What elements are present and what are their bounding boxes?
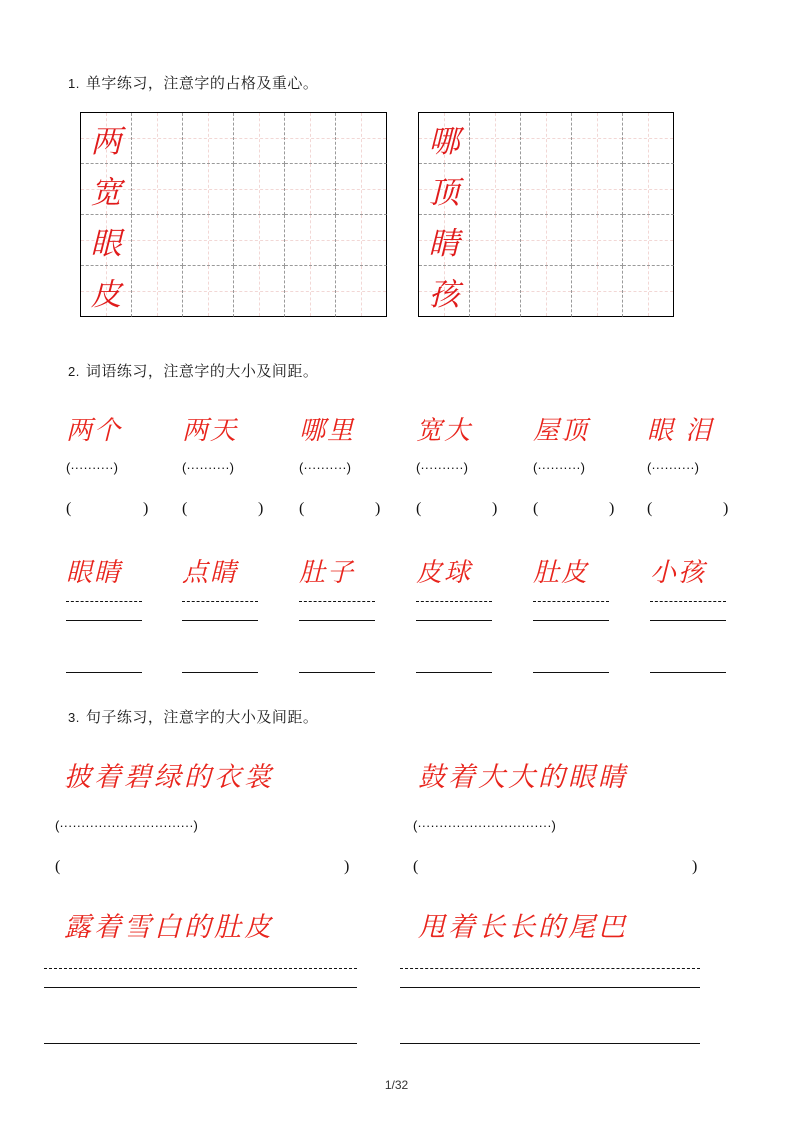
word-baseline xyxy=(533,620,609,621)
section-1-number: 1. xyxy=(68,76,80,91)
grid-cell[interactable] xyxy=(336,266,387,317)
grid-cell[interactable] xyxy=(521,266,572,317)
cell-horizontal-guide xyxy=(132,138,182,139)
grid-column xyxy=(521,113,572,317)
cell-horizontal-guide xyxy=(285,138,335,139)
word-baseline xyxy=(416,620,492,621)
word-guideline xyxy=(182,601,258,602)
word-item: 小孩 xyxy=(650,558,707,588)
grid-column xyxy=(572,113,623,317)
word-blank-open: ( xyxy=(66,500,72,517)
grid-cell[interactable] xyxy=(81,266,132,317)
word-baseline xyxy=(650,620,726,621)
grid-cell[interactable] xyxy=(234,215,285,266)
section-3-number: 3. xyxy=(68,710,80,725)
word-baseline xyxy=(66,620,142,621)
cell-horizontal-guide xyxy=(572,291,622,292)
sentence-guideline xyxy=(400,968,700,969)
model-character: 宽 xyxy=(90,174,122,211)
sentence-item: 鼓着大大的眼睛 xyxy=(418,762,628,793)
cell-horizontal-guide xyxy=(285,240,335,241)
word-item: 眼 泪 xyxy=(647,416,714,446)
cell-horizontal-guide xyxy=(336,240,386,241)
cell-horizontal-guide xyxy=(285,291,335,292)
word-blank-open: ( xyxy=(416,500,422,517)
section-3-title: 句子练习，注意字的大小及间距。 xyxy=(85,709,319,726)
cell-horizontal-guide xyxy=(183,291,233,292)
grid-cell[interactable] xyxy=(81,164,132,215)
word-blank-open: ( xyxy=(647,500,653,517)
word-item: 点睛 xyxy=(182,558,239,588)
grid-column xyxy=(419,113,470,317)
grid-cell[interactable] xyxy=(623,113,674,164)
grid-column xyxy=(132,113,183,317)
grid-cell[interactable] xyxy=(521,164,572,215)
word-blank-baseline xyxy=(299,672,375,673)
character-grid-right xyxy=(418,112,674,317)
word-guideline xyxy=(533,601,609,602)
grid-cell[interactable] xyxy=(132,113,183,164)
grid-cell[interactable] xyxy=(132,215,183,266)
word-blank-baseline xyxy=(650,672,726,673)
sentence-blank-baseline xyxy=(400,1043,700,1044)
word-blank-close: ) xyxy=(258,500,264,517)
grid-cell[interactable] xyxy=(234,113,285,164)
grid-cell[interactable] xyxy=(336,215,387,266)
cell-horizontal-guide xyxy=(336,138,386,139)
grid-column xyxy=(623,113,674,317)
word-dotted-guide: (··········) xyxy=(416,460,468,475)
grid-cell[interactable] xyxy=(336,113,387,164)
cell-horizontal-guide xyxy=(234,189,284,190)
cell-horizontal-guide xyxy=(132,189,182,190)
grid-cell[interactable] xyxy=(623,266,674,317)
grid-cell[interactable] xyxy=(132,266,183,317)
word-blank-open: ( xyxy=(299,500,305,517)
grid-cell[interactable] xyxy=(521,215,572,266)
word-baseline xyxy=(182,620,258,621)
cell-horizontal-guide xyxy=(521,138,571,139)
cell-horizontal-guide xyxy=(234,291,284,292)
cell-horizontal-guide xyxy=(183,240,233,241)
cell-horizontal-guide xyxy=(336,189,386,190)
grid-cell[interactable] xyxy=(234,164,285,215)
word-dotted-guide: (··········) xyxy=(299,460,351,475)
word-dotted-guide: (··········) xyxy=(647,460,699,475)
grid-column xyxy=(285,113,336,317)
grid-column xyxy=(234,113,285,317)
grid-cell[interactable] xyxy=(470,164,521,215)
cell-horizontal-guide xyxy=(572,138,622,139)
word-item: 肚子 xyxy=(299,558,356,588)
cell-horizontal-guide xyxy=(132,240,182,241)
word-item: 哪里 xyxy=(299,416,356,446)
cell-horizontal-guide xyxy=(572,189,622,190)
word-item: 屋顶 xyxy=(533,416,590,446)
cell-horizontal-guide xyxy=(183,138,233,139)
sentence-blank-close: ) xyxy=(344,858,350,875)
word-dotted-guide: (··········) xyxy=(182,460,234,475)
sentence-dotted-guide: (·······························) xyxy=(413,818,556,833)
grid-cell[interactable] xyxy=(234,266,285,317)
word-blank-close: ) xyxy=(492,500,498,517)
model-character: 睛 xyxy=(428,225,460,262)
grid-cell[interactable] xyxy=(132,164,183,215)
cell-horizontal-guide xyxy=(183,189,233,190)
grid-cell[interactable] xyxy=(419,113,470,164)
sentence-item: 甩着长长的尾巴 xyxy=(418,912,628,943)
word-blank-baseline xyxy=(66,672,142,673)
word-item: 眼睛 xyxy=(66,558,123,588)
sentence-baseline xyxy=(400,987,700,988)
word-item: 两个 xyxy=(66,416,123,446)
sentence-blank-open: ( xyxy=(55,858,61,875)
word-guideline xyxy=(66,601,142,602)
sentence-baseline xyxy=(44,987,357,988)
sentence-item: 披着碧绿的衣裳 xyxy=(64,762,274,793)
model-character: 哪 xyxy=(428,123,460,160)
model-character: 顶 xyxy=(428,174,460,211)
grid-cell[interactable] xyxy=(572,113,623,164)
cell-horizontal-guide xyxy=(623,291,673,292)
word-guideline xyxy=(299,601,375,602)
cell-horizontal-guide xyxy=(234,138,284,139)
model-character: 两 xyxy=(90,123,122,160)
grid-cell[interactable] xyxy=(419,215,470,266)
grid-cell[interactable] xyxy=(572,266,623,317)
word-blank-close: ) xyxy=(143,500,149,517)
sentence-item: 露着雪白的肚皮 xyxy=(64,912,274,943)
sentence-guideline xyxy=(44,968,357,969)
word-blank-baseline xyxy=(533,672,609,673)
section-1-title: 单字练习，注意字的占格及重心。 xyxy=(85,75,319,92)
word-dotted-guide: (··········) xyxy=(533,460,585,475)
model-character: 眼 xyxy=(90,225,122,262)
grid-cell[interactable] xyxy=(572,164,623,215)
grid-cell[interactable] xyxy=(183,113,234,164)
word-blank-close: ) xyxy=(609,500,615,517)
sentence-blank-close: ) xyxy=(692,858,698,875)
section-2-title: 词语练习，注意字的大小及间距。 xyxy=(85,363,319,380)
cell-horizontal-guide xyxy=(132,291,182,292)
grid-cell[interactable] xyxy=(336,164,387,215)
word-item: 两天 xyxy=(182,416,239,446)
grid-cell[interactable] xyxy=(81,113,132,164)
word-item: 皮球 xyxy=(416,558,473,588)
word-blank-open: ( xyxy=(182,500,188,517)
section-2-heading xyxy=(68,360,318,381)
character-grid-left xyxy=(80,112,387,317)
word-dotted-guide: (··········) xyxy=(66,460,118,475)
grid-cell[interactable] xyxy=(623,164,674,215)
word-blank-close: ) xyxy=(375,500,381,517)
grid-cell[interactable] xyxy=(521,113,572,164)
cell-horizontal-guide xyxy=(521,240,571,241)
page-number: 1/32 xyxy=(384,1078,409,1092)
grid-cell[interactable] xyxy=(470,215,521,266)
word-guideline xyxy=(650,601,726,602)
sentence-blank-baseline xyxy=(44,1043,357,1044)
cell-horizontal-guide xyxy=(623,138,673,139)
grid-cell[interactable] xyxy=(81,215,132,266)
word-item: 宽大 xyxy=(416,416,473,446)
grid-cell[interactable] xyxy=(285,113,336,164)
grid-column xyxy=(183,113,234,317)
cell-horizontal-guide xyxy=(234,240,284,241)
word-guideline xyxy=(416,601,492,602)
word-item: 肚皮 xyxy=(533,558,590,588)
cell-horizontal-guide xyxy=(470,240,520,241)
grid-cell[interactable] xyxy=(285,266,336,317)
cell-horizontal-guide xyxy=(572,240,622,241)
section-2-number: 2. xyxy=(68,364,80,379)
grid-cell[interactable] xyxy=(419,164,470,215)
grid-cell[interactable] xyxy=(623,215,674,266)
cell-horizontal-guide xyxy=(521,189,571,190)
cell-horizontal-guide xyxy=(623,240,673,241)
model-character: 孩 xyxy=(428,276,460,313)
grid-cell[interactable] xyxy=(285,215,336,266)
grid-column xyxy=(470,113,521,317)
word-blank-baseline xyxy=(416,672,492,673)
grid-cell[interactable] xyxy=(183,266,234,317)
grid-cell[interactable] xyxy=(419,266,470,317)
sentence-blank-open: ( xyxy=(413,858,419,875)
word-blank-close: ) xyxy=(723,500,729,517)
grid-cell[interactable] xyxy=(183,164,234,215)
cell-horizontal-guide xyxy=(623,189,673,190)
cell-horizontal-guide xyxy=(285,189,335,190)
word-baseline xyxy=(299,620,375,621)
cell-horizontal-guide xyxy=(521,291,571,292)
cell-horizontal-guide xyxy=(336,291,386,292)
section-3-heading xyxy=(68,706,318,727)
grid-cell[interactable] xyxy=(470,113,521,164)
grid-column xyxy=(336,113,387,317)
sentence-dotted-guide: (·······························) xyxy=(55,818,198,833)
grid-cell[interactable] xyxy=(470,266,521,317)
word-blank-baseline xyxy=(182,672,258,673)
grid-cell[interactable] xyxy=(572,215,623,266)
cell-horizontal-guide xyxy=(470,291,520,292)
grid-column xyxy=(81,113,132,317)
grid-cell[interactable] xyxy=(285,164,336,215)
cell-horizontal-guide xyxy=(470,189,520,190)
model-character: 皮 xyxy=(90,276,122,313)
section-1-heading xyxy=(68,72,318,93)
word-blank-open: ( xyxy=(533,500,539,517)
grid-cell[interactable] xyxy=(183,215,234,266)
cell-horizontal-guide xyxy=(470,138,520,139)
